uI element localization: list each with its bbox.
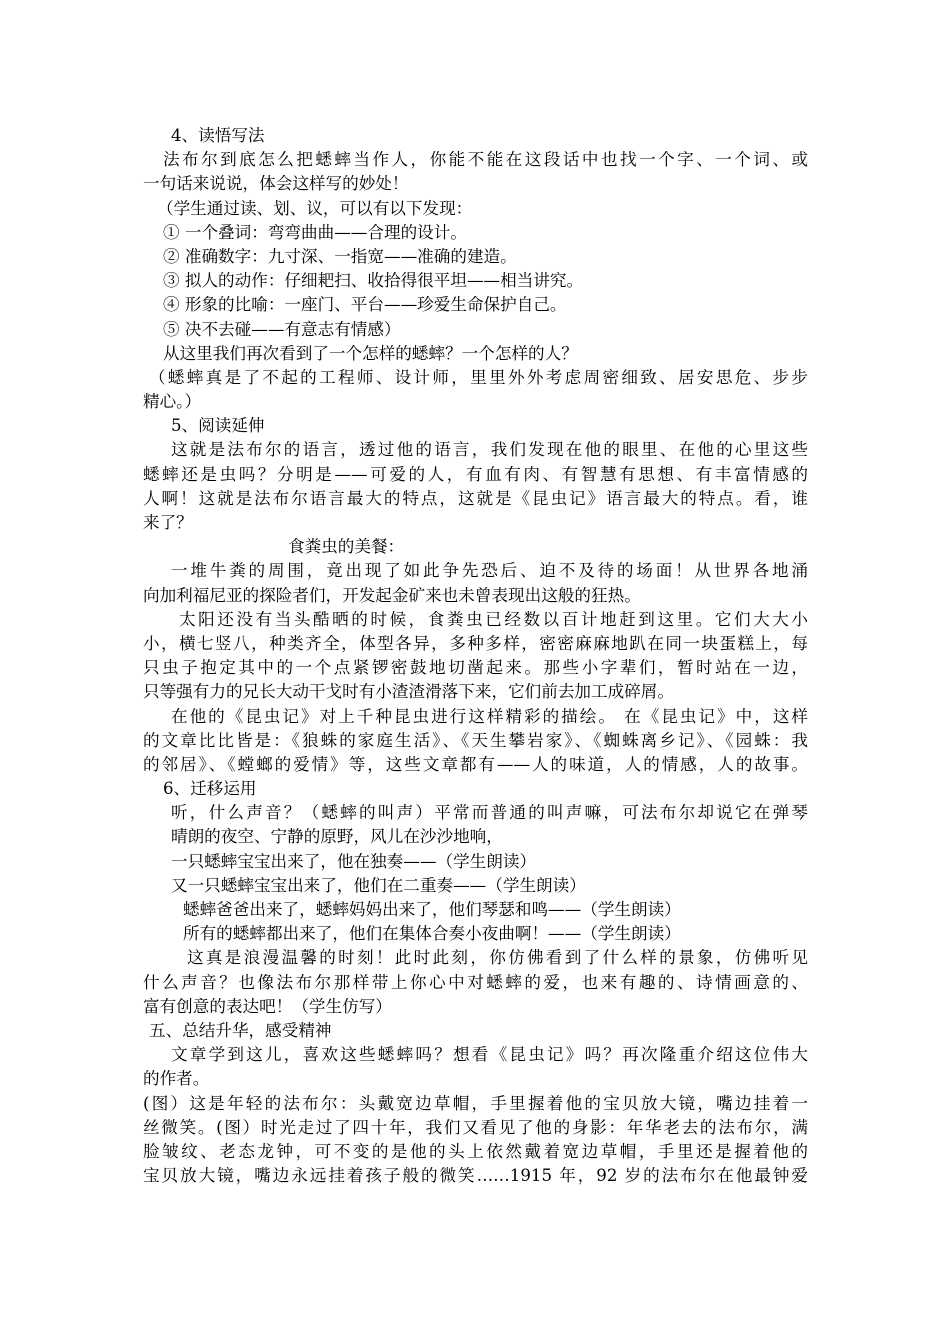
paragraph-line: 晴朗的夜空、宁静的原野，风儿在沙沙地响， (171, 827, 503, 847)
paragraph-line: 蟋蟀还是虫吗？分明是——可爱的人，有血有肉、有智慧有思想、有丰富情感的 (143, 464, 808, 484)
paragraph-line: 的作者。 (143, 1069, 210, 1089)
paragraph-line: 人啊！这就是法布尔语言最大的特点，这就是《昆虫记》语言最大的特点。看，谁 (143, 488, 808, 508)
list-item: ③ 拟人的动作：仔细耙扫、收拾得很平坦——相当讲究。 (163, 271, 584, 291)
paragraph-line: 法布尔到底怎么把蟋蟀当作人，你能不能在这段话中也找一个字、一个词、或 (163, 150, 808, 170)
paragraph-line: （学生通过读、划、议，可以有以下发现： (157, 198, 473, 218)
paragraph-line: (图）这是年轻的法布尔：头戴宽边草帽，手里握着他的宝贝放大镜，嘴边挂着一 (143, 1093, 808, 1113)
paragraph-line: 只虫子抱定其中的一个点紧锣密鼓地切凿起来。那些小字辈们，暂时站在一边， (143, 658, 808, 678)
paragraph-line: 听，什么声音？（蟋蟀的叫声）平常而普通的叫声嘛，可法布尔却说它在弹琴 (171, 803, 808, 823)
section-heading-5: 5、阅读延伸 (171, 416, 265, 436)
paragraph-line: 只等强有力的兄长大动干戈时有小渣渣滑落下来，它们前去加工成碎屑。 (143, 682, 674, 702)
paragraph-line: 宝贝放大镜，嘴边永远挂着孩子般的微笑……1915 年，92 岁的法布尔在他最钟爱 (143, 1166, 808, 1186)
list-item: ⑤ 决不去碰——有意志有情感） (163, 319, 401, 339)
list-item: ① 一个叠词：弯弯曲曲——合理的设计。 (163, 222, 467, 242)
paragraph-line: （蟋蟀真是了不起的工程师、设计师，里里外外考虑周密细致、居安思危、步步 (149, 367, 808, 387)
paragraph-line: 在他的《昆虫记》对上千种昆虫进行这样精彩的描绘。 在《昆虫记》中，这样 (171, 706, 808, 726)
paragraph-line: 脸皱纹、老态龙钟，可不变的是他的头上依然戴着宽边草帽，手里还是握着他的 (143, 1141, 808, 1161)
paragraph-line: 这就是法布尔的语言，透过他的语言，我们发现在他的眼里、在他的心里这些 (171, 440, 808, 460)
paragraph-line: 富有创意的表达吧！（学生仿写） (143, 996, 392, 1016)
paragraph-line: 的邻居》、《螳螂的爱情》等，这些文章都有——人的味道，人的情感，人的故事。 (143, 754, 808, 774)
paragraph-line: 文章学到这儿，喜欢这些蟋蟀吗？想看《昆虫记》吗？再次隆重介绍这位伟大 (171, 1045, 808, 1065)
document-body (143, 124, 808, 1188)
section-heading-five: 五、总结升华，感受精神 (149, 1020, 332, 1040)
paragraph-line: 所有的蟋蟀都出来了，他们在集体合奏小夜曲啊！——（学生朗读） (183, 924, 681, 944)
paragraph-line: 蟋蟀爸爸出来了，蟋蟀妈妈出来了，他们琴瑟和鸣——（学生朗读） (183, 900, 681, 919)
paragraph-line: 的文章比比皆是：《狼蛛的家庭生活》、《天生攀岩家》、《蜘蛛离乡记》、《园蛛：我 (143, 730, 808, 750)
paragraph-line: 太阳还没有当头酷晒的时候，食粪虫已经数以百计地赶到这里。它们大大小 (179, 609, 808, 629)
excerpt-title: 食粪虫的美餐： (288, 537, 405, 557)
section-heading-6: 6、迁移运用 (163, 779, 257, 799)
paragraph-line: 这真是浪漫温馨的时刻！此时此刻，你仿佛看到了什么样的景象，仿佛听见 (187, 948, 808, 968)
list-item: ④ 形象的比喻：一座门、平台——珍爱生命保护自己。 (163, 295, 567, 315)
paragraph-line: 向加利福尼亚的探险者们，开发起金矿来也未曾表现出这般的狂热。 (143, 585, 641, 605)
paragraph-line: 小，横七竖八，种类齐全，体型各异，多种多样，密密麻麻地趴在同一块蛋糕上，每 (143, 633, 808, 653)
paragraph-line: 丝微笑。(图）时光走过了四十年，我们又看见了他的身影：年华老去的法布尔，满 (143, 1117, 808, 1137)
paragraph-line: 精心。） (143, 392, 202, 412)
paragraph-line: 一堆牛粪的周围，竟出现了如此争先恐后、迫不及待的场面！从世界各地涌 (171, 561, 808, 581)
paragraph-line: 一句话来说说，体会这样写的妙处！ (143, 174, 409, 194)
paragraph-line: 来了？ (143, 513, 193, 532)
paragraph-line: 从这里我们再次看到了一个怎样的蟋蟀？一个怎样的人？ (163, 343, 578, 363)
paragraph-line: 又一只蟋蟀宝宝出来了，他们在二重奏——（学生朗读） (171, 875, 586, 895)
list-item: ② 准确数字：九寸深、一指宽——准确的建造。 (163, 246, 517, 266)
paragraph-line: 一只蟋蟀宝宝出来了，他在独奏——（学生朗读） (171, 851, 537, 871)
section-heading-4: 4、读悟写法 (171, 126, 265, 145)
paragraph-line: 什么声音？也像法布尔那样带上你心中对蟋蟀的爱，也来有趣的、诗情画意的、 (143, 972, 808, 992)
